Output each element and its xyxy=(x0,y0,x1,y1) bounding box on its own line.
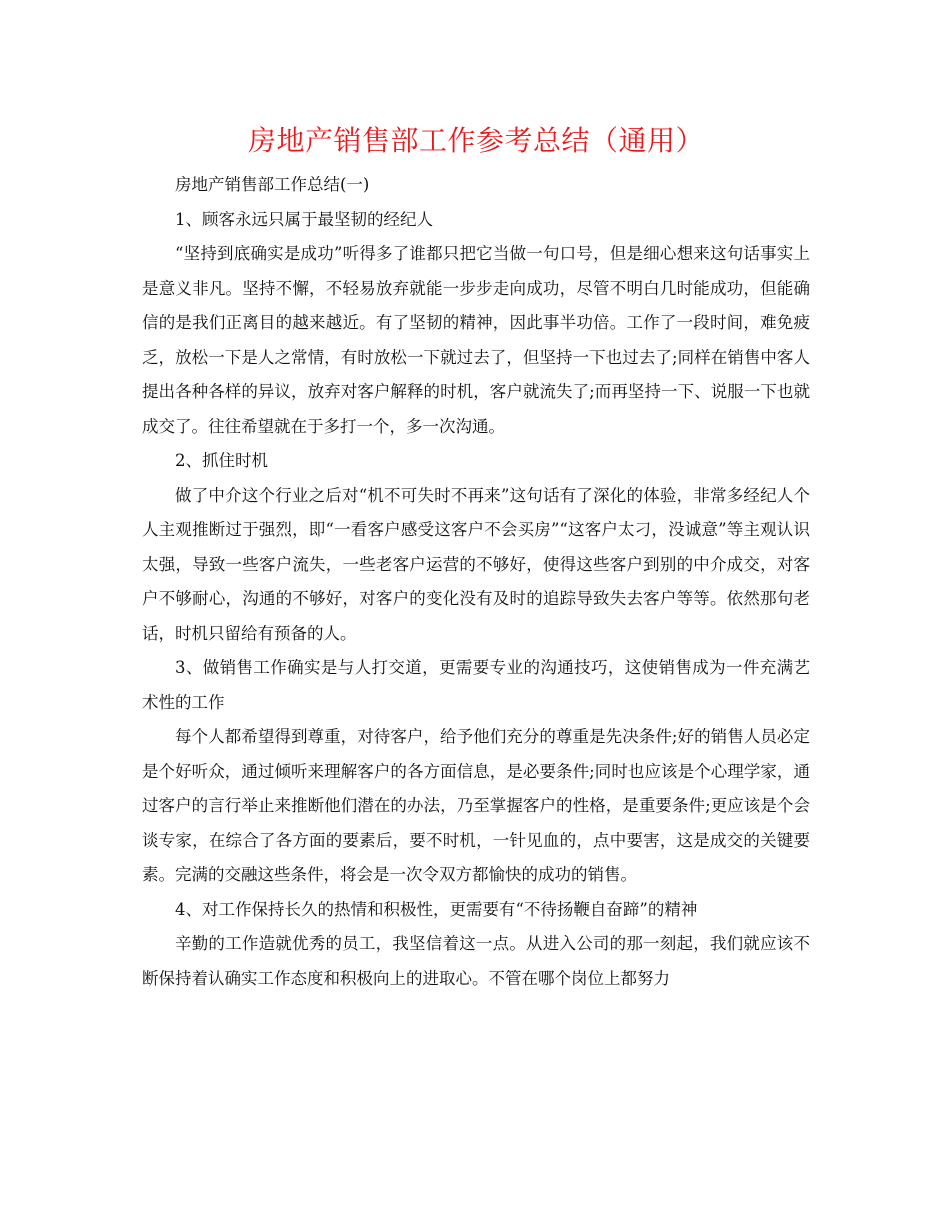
section-heading-4: 4、对工作保持长久的热情和积极性，更需要有“不待扬鞭自奋蹄”的精神 xyxy=(175,899,698,919)
document-body xyxy=(142,120,810,996)
paragraph-4: 辛勤的工作造就优秀的员工，我坚信着这一点。从进入公司的那一刻起，我们就应该不断保持着认确实工作态度和积极向上的进取心。不管在哪个岗位上都努力 xyxy=(142,934,810,988)
section-heading-1: 1、顾客永远只属于最坚韧的经纪人 xyxy=(175,209,433,229)
section-heading-3: 3、做销售工作确实是与人打交道，更需要专业的沟通技巧，这使销售成为一件充满艺术性的工作 xyxy=(142,658,810,712)
section-heading-2: 2、抓住时机 xyxy=(175,451,268,470)
paragraph-3: 每个人都希望得到尊重，对待客户，给予他们充分的尊重是先决条件;好的销售人员必定是个好听众，通过倾听来理解客户的各方面信息，是必要条件;同时也应该是个心理学家，通过客户的言行举止来推断他们潜在的办法，乃至掌握客户的性格，是重要条件;更应该是个会谈专家，在综合了各方面的要素后，要不时机，一针见血的，点中要害，这是成交的关键要素。完满的交融这些条件，将会是一次令双方都愉快的成功的销售。 xyxy=(142,727,810,884)
paragraph-1: “坚持到底确实是成功”听得多了谁都只把它当做一句口号，但是细心想来这句话事实上是意义非凡。坚持不懈，不轻易放弃就能一步步走向成功，尽管不明白几时能成功，但能确信的是我们正离目的越来越近。有了坚韧的精神，因此事半功倍。工作了一段时间，难免疲乏，放松一下是人之常情，有时放松一下就过去了，但坚持一下也过去了;同样在销售中客人提出各种各样的异议，放弃对客户解释的时机，客户就流失了;而再坚持一下、说服一下也就成交了。往往希望就在于多打一个，多一次沟通。 xyxy=(142,244,810,436)
subtitle-line: 房地产销售部工作总结(一) xyxy=(175,175,370,194)
document-title: 房地产销售部工作参考总结（通用） xyxy=(247,124,704,157)
paragraph-2: 做了中介这个行业之后对“机不可失时不再来”这句话有了深化的体验，非常多经纪人个人主观推断过于强烈，即“一看客户感受这客户不会买房”“这客户太刁，没诚意”等主观认识太强，导致一些客户流失，一些老客户运营的不够好，使得这些客户到别的中介成交，对客户不够耐心，沟通的不够好，对客户的变化没有及时的追踪导致失去客户等等。依然那句老话，时机只留给有预备的人。 xyxy=(142,485,810,643)
